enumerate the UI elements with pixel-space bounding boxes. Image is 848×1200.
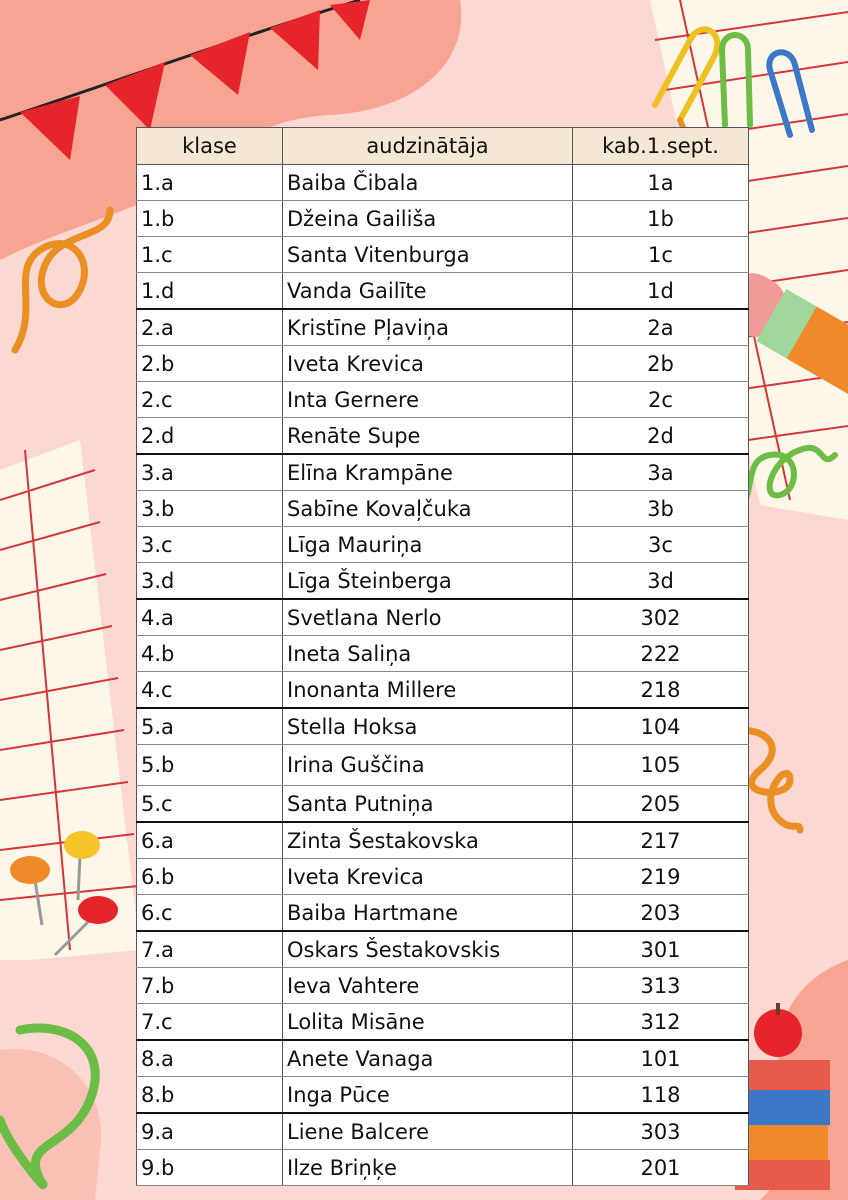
cell-class: 8.a — [137, 1040, 283, 1077]
cell-room: 3d — [573, 563, 749, 600]
cell-room: 3c — [573, 527, 749, 563]
table-row — [137, 1077, 749, 1114]
cell-class: 7.c — [137, 1004, 283, 1041]
cell-class: 6.a — [137, 822, 283, 859]
cell-room: 1c — [573, 237, 749, 273]
cell-class: 3.a — [137, 454, 283, 491]
cell-room: 201 — [573, 1150, 749, 1186]
cell-room: 203 — [573, 895, 749, 932]
table-header-row — [137, 128, 749, 165]
cell-room: 1d — [573, 273, 749, 310]
cell-teacher: Sabīne Kovaļčuka — [283, 491, 573, 527]
cell-room: 104 — [573, 708, 749, 745]
cell-class: 1.a — [137, 165, 283, 201]
cell-teacher: Ineta Saliņa — [283, 636, 573, 672]
cell-class: 3.b — [137, 491, 283, 527]
cell-room: 205 — [573, 786, 749, 823]
cell-teacher: Stella Hoksa — [283, 708, 573, 745]
cell-room: 217 — [573, 822, 749, 859]
table-row — [137, 418, 749, 455]
cell-teacher: Zinta Šestakovska — [283, 822, 573, 859]
cell-teacher: Iveta Krevica — [283, 859, 573, 895]
class-teacher-table — [136, 127, 749, 1186]
table-row — [137, 201, 749, 237]
bottom-left-blob — [0, 1049, 101, 1200]
table-row — [137, 636, 749, 672]
cell-room: 2a — [573, 309, 749, 346]
cell-teacher: Inga Pūce — [283, 1077, 573, 1114]
cell-teacher: Baiba Hartmane — [283, 895, 573, 932]
cell-class: 3.c — [137, 527, 283, 563]
table-row — [137, 527, 749, 563]
table-row — [137, 599, 749, 636]
table-row — [137, 382, 749, 418]
table-row — [137, 1004, 749, 1041]
table-row — [137, 895, 749, 932]
cell-teacher: Līga Mauriņa — [283, 527, 573, 563]
table-row — [137, 563, 749, 600]
table-row — [137, 708, 749, 745]
cell-room: 105 — [573, 745, 749, 786]
table-row — [137, 1150, 749, 1186]
table-row — [137, 491, 749, 527]
cell-class: 9.b — [137, 1150, 283, 1186]
cell-class: 2.d — [137, 418, 283, 455]
cell-class: 1.c — [137, 237, 283, 273]
cell-room: 1a — [573, 165, 749, 201]
cell-teacher: Iveta Krevica — [283, 346, 573, 382]
table-row — [137, 1113, 749, 1150]
table-row — [137, 1040, 749, 1077]
cell-class: 5.a — [137, 708, 283, 745]
cell-room: 222 — [573, 636, 749, 672]
cell-class: 6.b — [137, 859, 283, 895]
cell-room: 218 — [573, 672, 749, 709]
header-class: klase — [137, 128, 283, 165]
table-row — [137, 309, 749, 346]
cell-room: 118 — [573, 1077, 749, 1114]
cell-room: 303 — [573, 1113, 749, 1150]
cell-teacher: Elīna Krampāne — [283, 454, 573, 491]
cell-teacher: Anete Vanaga — [283, 1040, 573, 1077]
cell-teacher: Oskars Šestakovskis — [283, 931, 573, 968]
cell-room: 3b — [573, 491, 749, 527]
table-row — [137, 237, 749, 273]
cell-teacher: Ieva Vahtere — [283, 968, 573, 1004]
cell-teacher: Ilze Briņķe — [283, 1150, 573, 1186]
cell-class: 7.a — [137, 931, 283, 968]
cell-room: 219 — [573, 859, 749, 895]
cell-class: 1.d — [137, 273, 283, 310]
cell-class: 1.b — [137, 201, 283, 237]
cell-room: 1b — [573, 201, 749, 237]
cell-room: 313 — [573, 968, 749, 1004]
cell-teacher: Liene Balcere — [283, 1113, 573, 1150]
cell-room: 2b — [573, 346, 749, 382]
cell-teacher: Inonanta Millere — [283, 672, 573, 709]
cell-class: 3.d — [137, 563, 283, 600]
header-room: kab.1.sept. — [573, 128, 749, 165]
cell-room: 301 — [573, 931, 749, 968]
table-row — [137, 273, 749, 310]
cell-class: 6.c — [137, 895, 283, 932]
cell-class: 4.a — [137, 599, 283, 636]
cell-teacher: Vanda Gailīte — [283, 273, 573, 310]
table-row — [137, 822, 749, 859]
cell-teacher: Baiba Čibala — [283, 165, 573, 201]
table-row — [137, 745, 749, 786]
cell-class: 2.b — [137, 346, 283, 382]
cell-class: 9.a — [137, 1113, 283, 1150]
table-row — [137, 786, 749, 823]
cell-room: 2c — [573, 382, 749, 418]
cell-teacher: Svetlana Nerlo — [283, 599, 573, 636]
cell-room: 101 — [573, 1040, 749, 1077]
cell-class: 2.c — [137, 382, 283, 418]
cell-teacher: Santa Putniņa — [283, 786, 573, 823]
cell-teacher: Inta Gernere — [283, 382, 573, 418]
cell-teacher: Džeina Gailiša — [283, 201, 573, 237]
cell-teacher: Irina Guščina — [283, 745, 573, 786]
table-row — [137, 165, 749, 201]
cell-room: 312 — [573, 1004, 749, 1041]
header-teacher: audzinātāja — [283, 128, 573, 165]
table-row — [137, 672, 749, 709]
cell-teacher: Līga Šteinberga — [283, 563, 573, 600]
cell-class: 4.b — [137, 636, 283, 672]
table-row — [137, 931, 749, 968]
cell-class: 4.c — [137, 672, 283, 709]
cell-class: 7.b — [137, 968, 283, 1004]
cell-teacher: Renāte Supe — [283, 418, 573, 455]
table-row — [137, 859, 749, 895]
cell-room: 2d — [573, 418, 749, 455]
cell-class: 5.c — [137, 786, 283, 823]
cell-teacher: Kristīne Pļaviņa — [283, 309, 573, 346]
table-row — [137, 454, 749, 491]
cell-teacher: Lolita Misāne — [283, 1004, 573, 1041]
cell-class: 8.b — [137, 1077, 283, 1114]
cell-room: 302 — [573, 599, 749, 636]
cell-teacher: Santa Vitenburga — [283, 237, 573, 273]
cell-room: 3a — [573, 454, 749, 491]
table-row — [137, 346, 749, 382]
cell-class: 5.b — [137, 745, 283, 786]
table-row — [137, 968, 749, 1004]
cell-class: 2.a — [137, 309, 283, 346]
